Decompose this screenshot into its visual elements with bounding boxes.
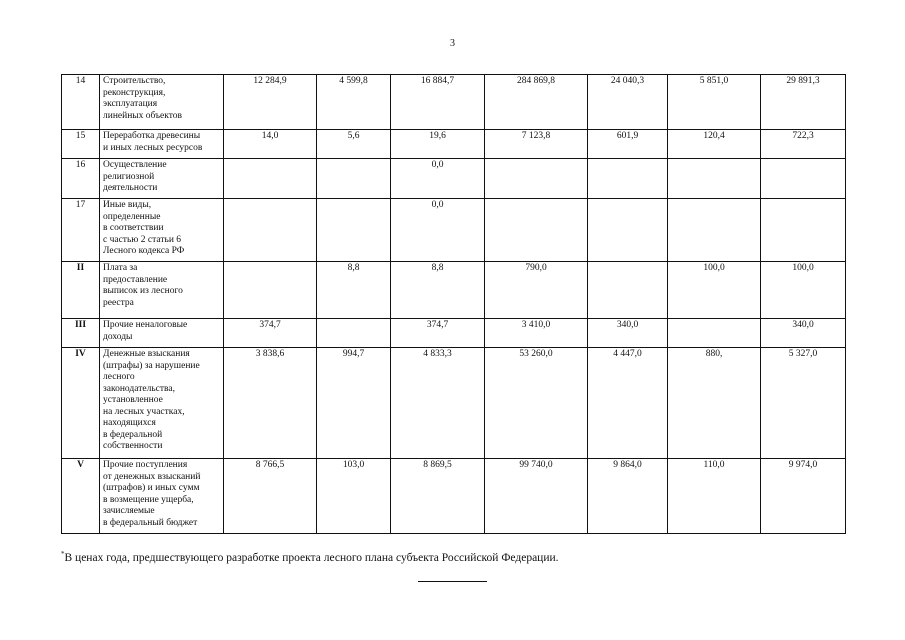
cell-value: 24 040,3 bbox=[588, 75, 668, 130]
row-number: 16 bbox=[62, 159, 100, 199]
forest-revenue-table bbox=[61, 74, 846, 534]
footnote-separator-line bbox=[418, 581, 487, 582]
cell-value: 601,9 bbox=[588, 130, 668, 159]
cell-value: 8 869,5 bbox=[391, 459, 485, 534]
cell-value: 790,0 bbox=[485, 262, 588, 319]
row-name: Денежные взыскания (штрафы) за нарушение лесного законодательства, установленное на лесных участках, находящихся в федеральной собственности bbox=[100, 348, 224, 459]
row-name: Осуществление религиозной деятельности bbox=[100, 159, 224, 199]
cell-value bbox=[224, 159, 317, 199]
cell-value bbox=[668, 319, 761, 348]
footnote-text: В ценах года, предшествующего разработке проекта лесного плана субъекта Российской Федерации. bbox=[64, 552, 559, 564]
cell-value: 3 410,0 bbox=[485, 319, 588, 348]
cell-value: 374,7 bbox=[224, 319, 317, 348]
cell-value: 880, bbox=[668, 348, 761, 459]
table-row bbox=[62, 459, 846, 534]
row-name: Иные виды, определенные в соответствии с частью 2 статьи 6 Лесного кодекса РФ bbox=[100, 199, 224, 262]
footnote bbox=[61, 552, 559, 564]
table-row bbox=[62, 159, 846, 199]
cell-value: 100,0 bbox=[761, 262, 846, 319]
cell-value bbox=[317, 319, 391, 348]
cell-value: 722,3 bbox=[761, 130, 846, 159]
cell-value bbox=[588, 199, 668, 262]
cell-value: 3 838,6 bbox=[224, 348, 317, 459]
table-row bbox=[62, 348, 846, 459]
page-number: 3 bbox=[450, 38, 455, 49]
cell-value bbox=[588, 262, 668, 319]
cell-value: 99 740,0 bbox=[485, 459, 588, 534]
cell-value bbox=[668, 159, 761, 199]
cell-value: 9 864,0 bbox=[588, 459, 668, 534]
row-number: IV bbox=[62, 348, 100, 459]
cell-value: 12 284,9 bbox=[224, 75, 317, 130]
cell-value: 284 869,8 bbox=[485, 75, 588, 130]
cell-value: 0,0 bbox=[391, 199, 485, 262]
cell-value: 5 851,0 bbox=[668, 75, 761, 130]
cell-value: 8,8 bbox=[391, 262, 485, 319]
cell-value: 994,7 bbox=[317, 348, 391, 459]
cell-value: 19,6 bbox=[391, 130, 485, 159]
row-name: Прочие неналоговые доходы bbox=[100, 319, 224, 348]
cell-value: 14,0 bbox=[224, 130, 317, 159]
cell-value bbox=[317, 199, 391, 262]
row-number: 17 bbox=[62, 199, 100, 262]
row-name: Прочие поступления от денежных взысканий (штрафов) и иных сумм в возмещение ущерба, зачисляемые в федеральный бюджет bbox=[100, 459, 224, 534]
cell-value: 4 833,3 bbox=[391, 348, 485, 459]
cell-value bbox=[485, 159, 588, 199]
cell-value: 5 327,0 bbox=[761, 348, 846, 459]
cell-value bbox=[224, 199, 317, 262]
table-row bbox=[62, 319, 846, 348]
cell-value: 0,0 bbox=[391, 159, 485, 199]
table-row bbox=[62, 75, 846, 130]
row-number: 15 bbox=[62, 130, 100, 159]
table-row bbox=[62, 199, 846, 262]
row-number: II bbox=[62, 262, 100, 319]
cell-value: 7 123,8 bbox=[485, 130, 588, 159]
cell-value: 8,8 bbox=[317, 262, 391, 319]
cell-value: 5,6 bbox=[317, 130, 391, 159]
cell-value: 4 447,0 bbox=[588, 348, 668, 459]
cell-value: 16 884,7 bbox=[391, 75, 485, 130]
cell-value: 53 260,0 bbox=[485, 348, 588, 459]
table-row bbox=[62, 262, 846, 319]
cell-value: 100,0 bbox=[668, 262, 761, 319]
table-row bbox=[62, 130, 846, 159]
cell-value: 340,0 bbox=[588, 319, 668, 348]
cell-value: 4 599,8 bbox=[317, 75, 391, 130]
cell-value: 374,7 bbox=[391, 319, 485, 348]
row-name: Плата за предоставление выписок из лесного реестра bbox=[100, 262, 224, 319]
cell-value bbox=[588, 159, 668, 199]
cell-value: 103,0 bbox=[317, 459, 391, 534]
footnote-marker: * bbox=[61, 550, 65, 559]
row-number: V bbox=[62, 459, 100, 534]
cell-value bbox=[668, 199, 761, 262]
cell-value: 9 974,0 bbox=[761, 459, 846, 534]
cell-value: 29 891,3 bbox=[761, 75, 846, 130]
cell-value: 340,0 bbox=[761, 319, 846, 348]
cell-value: 8 766,5 bbox=[224, 459, 317, 534]
cell-value bbox=[485, 199, 588, 262]
cell-value bbox=[761, 199, 846, 262]
cell-value bbox=[761, 159, 846, 199]
cell-value: 110,0 bbox=[668, 459, 761, 534]
row-number: III bbox=[62, 319, 100, 348]
row-name: Переработка древесины и иных лесных ресурсов bbox=[100, 130, 224, 159]
row-name: Строительство, реконструкция, эксплуатация линейных объектов bbox=[100, 75, 224, 130]
row-number: 14 bbox=[62, 75, 100, 130]
table-body bbox=[62, 75, 846, 534]
cell-value bbox=[317, 159, 391, 199]
cell-value: 120,4 bbox=[668, 130, 761, 159]
cell-value bbox=[224, 262, 317, 319]
